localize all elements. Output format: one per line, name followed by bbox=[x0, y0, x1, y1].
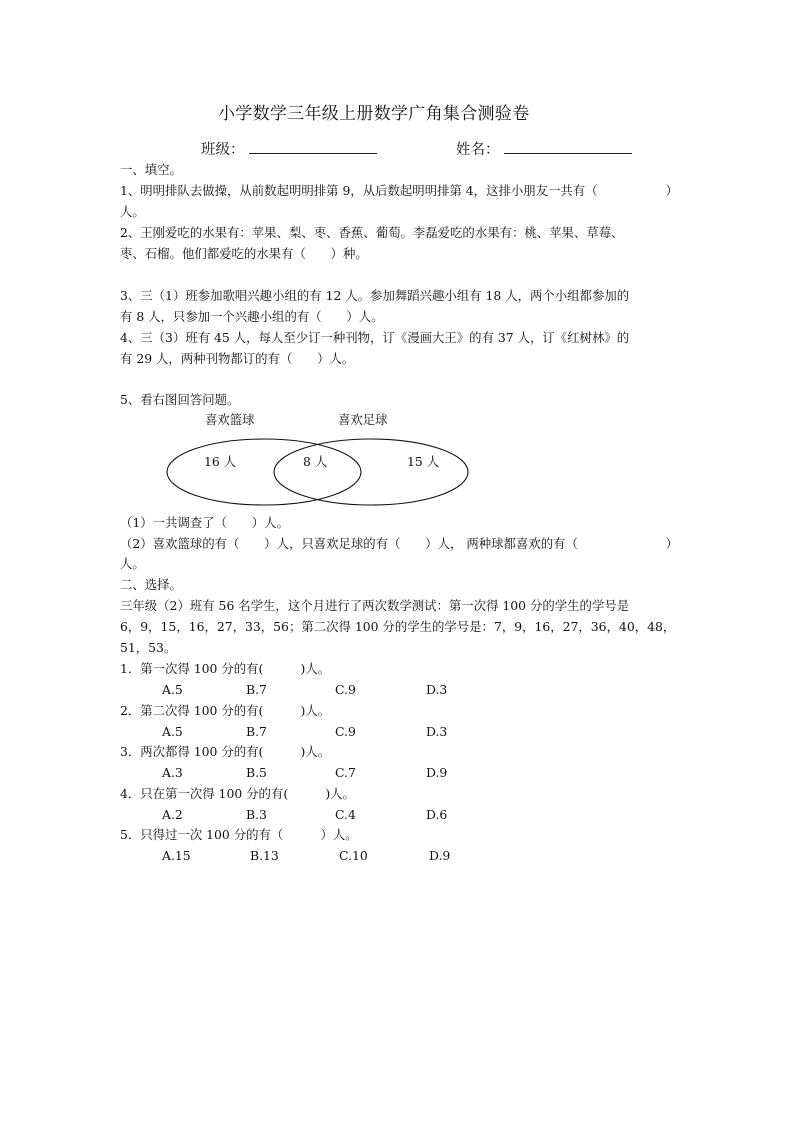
choice-4-option-d[interactable]: D.6 bbox=[426, 807, 448, 822]
choice-4-option-a[interactable]: A.2 bbox=[162, 807, 183, 822]
choice-question-5: 5．只得过一次 100 分的有（ ）人。 bbox=[120, 827, 358, 842]
choice-2-option-b[interactable]: B.7 bbox=[246, 724, 267, 739]
venn-right-value: 15 人 bbox=[407, 454, 440, 469]
choice-question-3: 3．两次都得 100 分的有( )人。 bbox=[120, 744, 331, 759]
question-5-sub-2-text: （2）喜欢篮球的有（ ）人，只喜欢足球的有（ ）人， 两种球都喜欢的有（ bbox=[120, 536, 578, 551]
question-4-line-2: 有 29 人，两种刊物都订的有（ ）人。 bbox=[120, 351, 355, 366]
name-label: 姓名： bbox=[456, 142, 500, 158]
venn-left-ellipse bbox=[167, 439, 361, 505]
choice-3-option-a[interactable]: A.3 bbox=[162, 765, 183, 780]
question-5-sub-2-line-2: 人。 bbox=[120, 556, 145, 571]
choice-1-option-a[interactable]: A.5 bbox=[162, 682, 183, 697]
section-2-intro-line-3: 51，53。 bbox=[120, 640, 177, 655]
section-2-intro-line-1: 三年级（2）班有 56 名学生，这个月进行了两次数学测试：第一次得 100 分的学生的学号是 bbox=[120, 598, 630, 613]
choice-4-option-b[interactable]: B.3 bbox=[246, 807, 267, 822]
venn-right-ellipse bbox=[274, 439, 468, 505]
question-3-line-1: 3、三（1）班参加歌唱兴趣小组的有 12 人。参加舞蹈兴趣小组有 18 人，两个小组都参加的 bbox=[120, 288, 630, 303]
section-1-heading: 一、填空。 bbox=[120, 162, 182, 177]
question-3-line-2: 有 8 人，只参加一个兴趣小组的有（ ）人。 bbox=[120, 309, 384, 324]
venn-left-value: 16 人 bbox=[204, 454, 237, 469]
section-2-intro-line-2: 6，9，15，16，27，33，56；第二次得 100 分的学生的学号是：7，9，16，27，36，40，48， bbox=[120, 619, 676, 634]
choice-2-option-d[interactable]: D.3 bbox=[426, 724, 448, 739]
question-2-line-2: 枣、石榴。他们都爱吃的水果有（ ）种。 bbox=[120, 246, 368, 261]
question-1-line-2: 人。 bbox=[120, 204, 145, 219]
question-5-sub-1: （1）一共调查了（ ）人。 bbox=[120, 515, 289, 530]
choice-1-option-b[interactable]: B.7 bbox=[246, 682, 267, 697]
choice-2-option-a[interactable]: A.5 bbox=[162, 724, 183, 739]
choice-3-option-b[interactable]: B.5 bbox=[246, 765, 267, 780]
section-2-heading: 二、选择。 bbox=[120, 577, 182, 592]
class-label: 班级： bbox=[201, 142, 245, 158]
venn-overlap-value: 8 人 bbox=[303, 454, 328, 469]
choice-4-option-c[interactable]: C.4 bbox=[335, 807, 356, 822]
question-4-line-1: 4、三（3）班有 45 人，每人至少订一种刊物，订《漫画大王》的有 37 人，订《红树林》的 bbox=[120, 330, 630, 345]
question-5-sub-2-paren-close: ） bbox=[665, 536, 678, 551]
choice-question-2: 2．第二次得 100 分的有( )人。 bbox=[120, 703, 331, 718]
choice-1-option-c[interactable]: C.9 bbox=[335, 682, 356, 697]
page-title: 小学数学三年级上册数学广角集合测验卷 bbox=[218, 104, 530, 124]
choice-5-option-a[interactable]: A.15 bbox=[162, 848, 191, 863]
choice-3-option-d[interactable]: D.9 bbox=[426, 765, 448, 780]
choice-5-option-c[interactable]: C.10 bbox=[339, 848, 368, 863]
question-1-text: 1、明明排队去做操，从前数起明明排第 9，从后数起明明排第 4，这排小朋友一共有（ bbox=[120, 183, 598, 198]
choice-5-option-b[interactable]: B.13 bbox=[250, 848, 279, 863]
question-1-paren-close: ） bbox=[665, 183, 678, 198]
choice-question-4: 4．只在第一次得 100 分的有( )人。 bbox=[120, 786, 355, 801]
choice-2-option-c[interactable]: C.9 bbox=[335, 724, 356, 739]
venn-right-label: 喜欢足球 bbox=[338, 412, 388, 427]
choice-5-option-d[interactable]: D.9 bbox=[429, 848, 451, 863]
venn-left-label: 喜欢篮球 bbox=[205, 412, 255, 427]
question-5-heading: 5、看右图回答问题。 bbox=[120, 392, 240, 407]
question-2-line-1: 2、王刚爱吃的水果有：苹果、梨、枣、香蕉、葡萄。李磊爱吃的水果有：桃、苹果、草莓、 bbox=[120, 225, 624, 240]
choice-question-1: 1．第一次得 100 分的有( )人。 bbox=[120, 661, 331, 676]
question-5-sub-2 bbox=[120, 536, 678, 552]
choice-1-option-d[interactable]: D.3 bbox=[426, 682, 448, 697]
choice-3-option-c[interactable]: C.7 bbox=[335, 765, 356, 780]
